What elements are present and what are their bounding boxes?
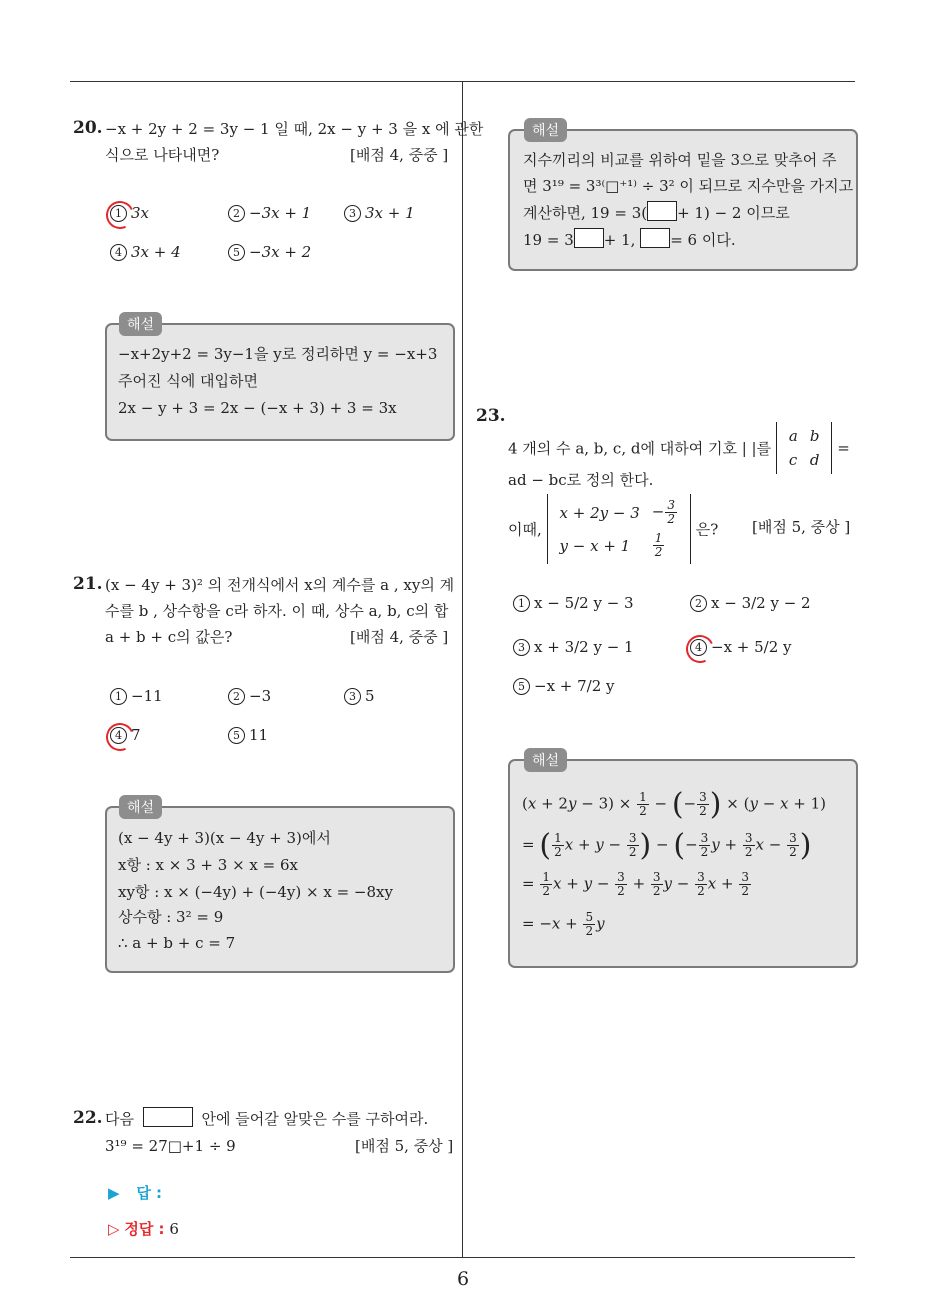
option-5[interactable]: 5 −x + 7/2 y [513, 677, 615, 695]
question-stem: 4 개의 수 a, b, c, d에 대하여 기호 | |를 a b c d = [508, 422, 850, 474]
correct-answer-row [108, 1218, 179, 1239]
points-label: [배점 5, 중상 ] [752, 518, 851, 536]
question-number: 21. [73, 574, 103, 594]
solution-box: (x − 4y + 3)(x − 4y + 3)에서 x항 : x × 3 + 3 × x = 6x xy항 : x × (−4y) + (−4y) × x = −8xy 상수항 : 3² = 9 ∴ a + b + c = 7 [105, 806, 455, 973]
correct-value: 6 [169, 1220, 179, 1238]
answer-row[interactable] [108, 1182, 162, 1203]
solution-tag: 해설 [524, 748, 567, 772]
option-3[interactable]: 3 3x + 1 [344, 204, 415, 222]
question-number: 22. [73, 1108, 103, 1128]
marked-answer-icon: 1 [110, 205, 127, 222]
option-3-text: x + 3/2 y − 1 [534, 638, 634, 656]
question-stem: 식으로 나타내면? [105, 146, 220, 164]
question-expression: 3¹⁹ = 27□+1 ÷ 9 [105, 1137, 236, 1155]
points-label: [배점 5, 중상 ] [355, 1137, 454, 1155]
option-5-text: −x + 7/2 y [534, 677, 615, 695]
play-icon: ▶ [108, 1184, 120, 1202]
determinant-symbol: a b c d [776, 422, 833, 474]
correct-label: 정답 : [124, 1220, 165, 1238]
answer-label: 답 : [136, 1184, 163, 1202]
option-2-text: x − 3/2 y − 2 [711, 594, 811, 612]
solution-box: −x+2y+2 = 3y−1을 y로 정리하면 y = −x+3 주어진 식에 대입하면 2x − y + 3 = 2x − (−x + 3) + 3 = 3x [105, 323, 455, 441]
determinant-expression: x + 2y − 3 − $\frac{3}{2}$ y − x + 1 $\frac{1}{2}$ [547, 494, 691, 564]
option-1[interactable]: 1 3x [110, 204, 149, 222]
option-3[interactable]: 3 5 [344, 687, 375, 705]
marked-answer-icon: 4 [690, 639, 707, 656]
option-5[interactable]: 5 −3x + 2 [228, 243, 311, 261]
option-1-text: x − 5/2 y − 3 [534, 594, 634, 612]
page-number: 6 [456, 1268, 470, 1290]
column-divider [462, 82, 463, 1257]
solution-tag: 해설 [524, 118, 567, 142]
question-stem: 다음 안에 들어갈 알맞은 수를 구하여라. [105, 1106, 428, 1133]
option-2[interactable]: 2 −3x + 1 [228, 204, 311, 222]
option-5[interactable]: 5 11 [228, 726, 268, 744]
option-4-text: −x + 5/2 y [711, 638, 792, 656]
question-stem: 이때, x + 2y − 3 − $\frac{3}{2}$ y − x + 1 $\frac{1}{2}$ 은? [508, 494, 718, 564]
solution-box: (x + 2y − 3) × $\frac{1}{2}$ − (− $\frac{3}{2}$ ) × (y − x + 1) = ( $\frac{1}{2}$ x + y − $\frac{3}{2}$ ) − (− $\frac{3}{2}$ y + $\frac{3}{2}$ x − $\frac{3}{2}$ ) = $\frac{1}{2}$ x + y − $\frac{3}{2}$ + $\frac{3}{2}$ y − $\frac{3}{2}$ x + $\frac{3}{2}$ = −x + $\frac{5}{2}$ y [508, 759, 858, 968]
option-4[interactable]: 4 3x + 4 [110, 243, 181, 261]
solution-box: 지수끼리의 비교를 위하여 밑을 3으로 맞추어 주 면 3¹⁹ = 3³⁽□⁺¹⁾ ÷ 3² 이 되므로 지수만을 가지고 계산하면, 19 = 3( + 1) − 2 이므로 19 = 3 + 1, = 6 이다. [508, 129, 858, 271]
question-stem: 수를 b , 상수항을 c라 하자. 이 때, 상수 a, b, c의 합 [105, 602, 449, 620]
option-4[interactable]: 4 7 [110, 726, 141, 744]
marked-answer-icon: 4 [110, 727, 127, 744]
option-1[interactable]: 1 x − 5/2 y − 3 [513, 594, 634, 612]
points-label: [배점 4, 중중 ] [350, 628, 449, 646]
question-number: 23. [476, 406, 506, 426]
question-stem: −x + 2y + 2 = 3y − 1 일 때, 2x − y + 3 을 x 에 관한 [105, 120, 484, 138]
solution-tag: 해설 [119, 312, 162, 336]
solution-tag: 해설 [119, 795, 162, 819]
question-stem: (x − 4y + 3)² 의 전개식에서 x의 계수를 a , xy의 계 [105, 576, 455, 594]
play-outline-icon: ▷ [108, 1220, 120, 1238]
answer-blank [143, 1107, 193, 1127]
option-2[interactable]: 2 x − 3/2 y − 2 [690, 594, 811, 612]
option-4[interactable] [690, 638, 792, 656]
question-stem: a + b + c의 값은? [105, 628, 233, 646]
option-2[interactable]: 2 −3 [228, 687, 271, 705]
bottom-rule [70, 1257, 855, 1258]
question-number: 20. [73, 118, 103, 138]
option-3[interactable]: 3 x + 3/2 y − 1 [513, 638, 634, 656]
question-stem: ad − bc로 정의 한다. [508, 471, 654, 489]
option-1[interactable]: 1 −11 [110, 687, 163, 705]
points-label: [배점 4, 중중 ] [350, 146, 449, 164]
